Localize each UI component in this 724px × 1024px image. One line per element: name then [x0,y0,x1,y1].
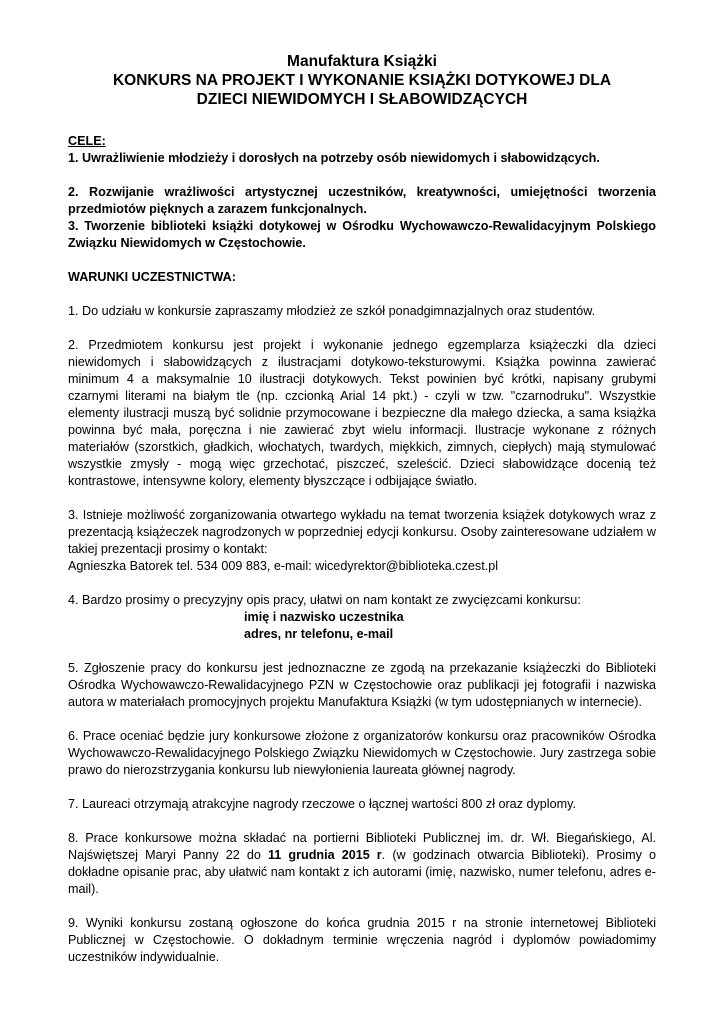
document-title-line1: KONKURS NA PROJEKT I WYKONANIE KSIĄŻKI DOTYKOWEJ DLA [112,72,612,89]
warunki-paragraph-4: 4. Bardzo prosimy o precyzyjny opis pracy, ułatwi on nam kontakt ze zwycięzcami konkursu: [68,593,581,607]
document-subtitle: Manufaktura Książki [287,53,437,70]
required-info-address: adres, nr telefonu, e-mail [244,627,394,641]
warunki-paragraph-1: 1. Do udziału w konkursie zapraszamy młodzież ze szkół ponadgimnazjalnych oraz studentów. [68,304,596,318]
section-warunki [68,269,656,966]
contact-info: Agnieszka Batorek tel. 534 009 883, e-mail: wicedyrektor@biblioteka.czest.pl [68,559,498,573]
warunki-paragraph-7: 7. Laureaci otrzymają atrakcyjne nagrody rzeczowe o łącznej wartości 800 zł oraz dyplomy. [68,797,576,811]
paragraph-8-text-start: 8. Prace konkursowe można składać na portierni Biblioteki Publicznej im. dr. Wł. Biegańskiego, Al. Najświętszej Maryi Panny 22 do [68,831,656,862]
document-header [68,52,656,109]
warunki-paragraph-9: 9. Wyniki konkursu zostaną ogłoszone do końca grudnia 2015 r na stronie internetowej Biblioteki Publicznej w Częstochowie. O dokładnym terminie wręczenia nagród i dyplomów powiadomimy uczestników indywidualnie. [68,916,656,964]
warunki-paragraph-2: 2. Przedmiotem konkursu jest projekt i wykonanie jednego egzemplarza książeczki dla dzieci niewidomych i słabowidzących z ilustracjami dotykowo-teksturowymi. Książka powinna zawierać minimum 4 a maksymalnie 10 ilustracji dotykowych. Tekst powinien być krótki, napisany grubymi czarnymi literami na białym tle (np. czcionką Arial 14 pkt.) - czyli w tzw. "czarnodruku". Wszystkie elementy ilustracji muszą być solidnie przymocowane i bezpieczne dla małego dziecka, a sama książka powinna być mała, poręczna i nie zawierać zbyt wielu informacji. Ilustracje wykonane z różnych materiałów (szorstkich, gładkich, włochatych, twardych, miękkich, zimnych, ciepłych) mają stymulować wszystkie zmysły - mogą więc grzechotać, piszczeć, szeleścić. Dzieci słabowidzące docenią też kontrastowe, intensywne kolory, elementy błyszczące i odbijające światło. [68,338,656,488]
warunki-heading: WARUNKI UCZESTNICTWA: [68,270,236,284]
cele-heading: CELE: [68,134,106,148]
section-cele [68,133,656,252]
deadline-date: 11 grudnia 2015 r [268,848,382,862]
required-info-name: imię i nazwisko uczestnika [244,610,404,624]
warunki-paragraph-8 [68,830,656,898]
warunki-paragraph-5: 5. Zgłoszenie pracy do konkursu jest jednoznaczne ze zgodą na przekazanie książeczki do Biblioteki Ośrodka Wychowawczo-Rewalidacyjnego PZN w Częstochowie oraz publikacji jej fotografii i nazwiska autora w materiałach promocyjnych projektu Manufaktura Książki (w tym udostępnianych w internecie). [68,661,656,709]
warunki-paragraph-6: 6. Prace oceniać będzie jury konkursowe złożone z organizatorów konkursu oraz pracowników Ośrodka Wychowawczo-Rewalidacyjnego Polskiego Związku Niewidomych w Częstochowie. Jury zastrzega sobie prawo do nierozstrzygania konkursu lub niewyłonienia laureata głównej nagrody. [68,729,656,777]
cele-item-1: 1. Uwrażliwienie młodzieży i dorosłych na potrzeby osób niewidomych i słabowidzących. [68,151,600,165]
warunki-paragraph-3: 3. Istnieje możliwość zorganizowania otwartego wykładu na temat tworzenia książek dotykowych wraz z prezentacją książeczek nagrodzonych w poprzedniej edycji konkursu. Osoby zainteresowane udziałem w takiej prezentacji prosimy o kontakt: [68,508,656,556]
document-title-line2: DZIECI NIEWIDOMYCH I SŁABOWIDZĄCYCH [196,91,528,108]
cele-item-2: 2. Rozwijanie wrażliwości artystycznej uczestników, kreatywności, umiejętności tworzenia przedmiotów pięknych a zarazem funkcjonalnych. [68,185,656,216]
cele-item-3: 3. Tworzenie biblioteki książki dotykowej w Ośrodku Wychowawczo-Rewalidacyjnym Polskiego Związku Niewidomych w Częstochowie. [68,219,656,250]
paragraph-8-text-end: . (w godzinach otwarcia Biblioteki). Prosimy o dokładne opisanie prac, aby ułatwić nam kontakt z ich autorami (imię, nazwisko, numer telefonu, adres e-mail). [68,848,656,896]
